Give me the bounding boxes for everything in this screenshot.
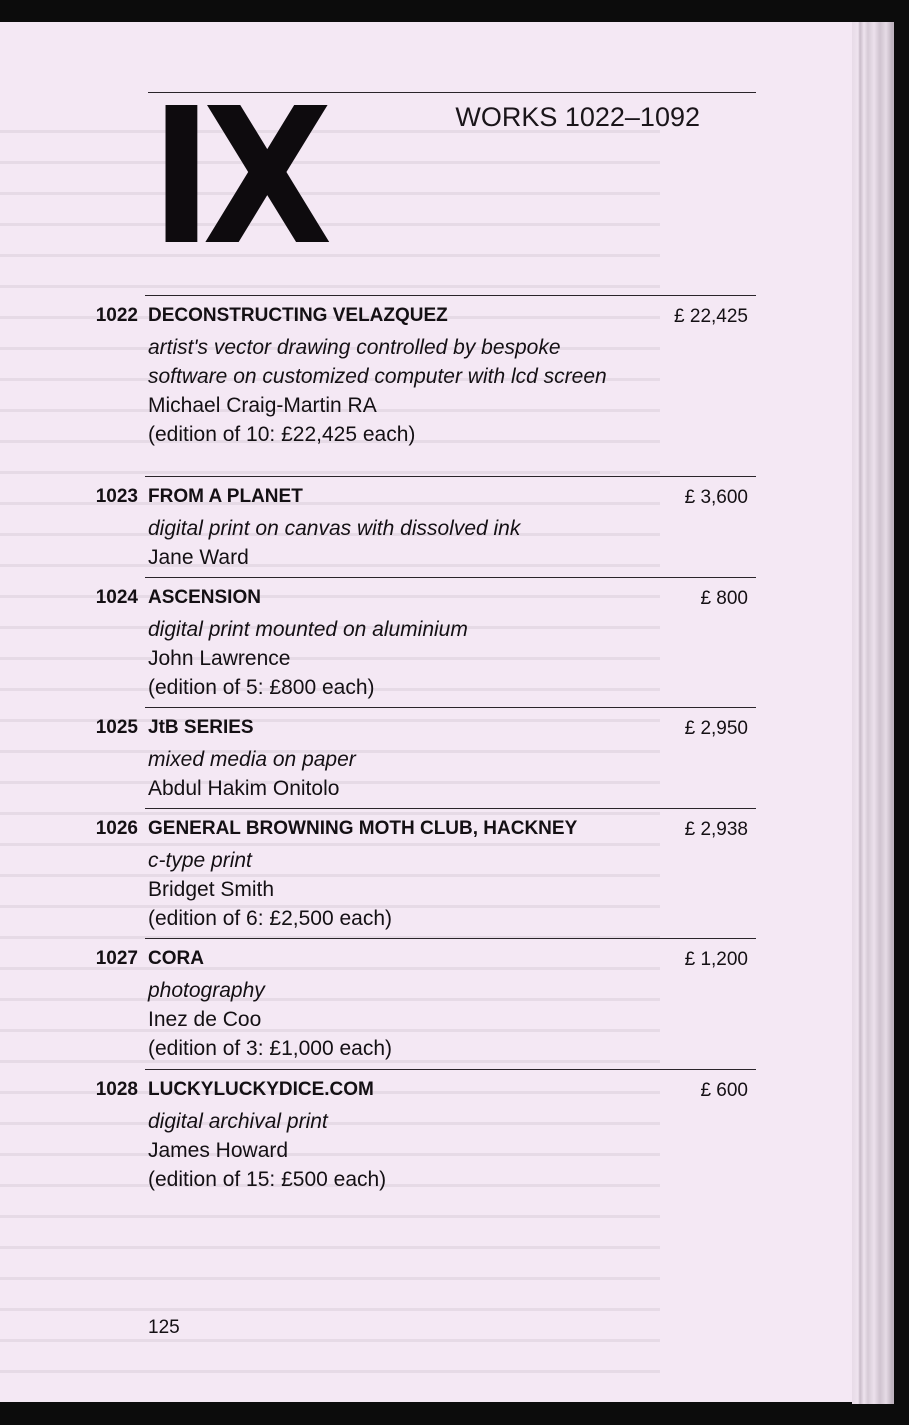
entry-divider [145,577,756,578]
work-title: GENERAL BROWNING MOTH CLUB, HACKNEY [148,818,578,839]
work-medium: c-type print [148,849,252,872]
work-price: £ 1,200 [684,949,748,970]
work-price: £ 800 [700,588,748,609]
work-artist: Jane Ward [148,546,249,569]
work-edition: (edition of 5: £800 each) [148,676,375,699]
entry-divider [145,295,756,296]
entry-divider [145,476,756,477]
entry-divider [145,707,756,708]
work-title: CORA [148,948,204,969]
work-price: £ 3,600 [684,487,748,508]
work-artist: John Lawrence [148,647,291,670]
work-edition: (edition of 15: £500 each) [148,1168,387,1191]
work-number: 1023 [95,486,138,507]
work-medium: photography [148,979,265,1002]
entry-divider [145,938,756,939]
work-edition: (edition of 3: £1,000 each) [148,1037,393,1060]
work-artist: Michael Craig-Martin RA [148,394,377,417]
work-title: ASCENSION [148,587,261,608]
book-page-edges [852,22,894,1404]
work-edition: (edition of 6: £2,500 each) [148,907,393,930]
work-medium: digital print on canvas with dissolved ink [148,517,521,540]
entry-divider [145,808,756,809]
work-price: £ 2,938 [684,819,748,840]
work-number: 1024 [95,587,138,608]
work-medium-continued: software on customized computer with lcd screen [148,365,607,388]
work-number: 1028 [95,1079,138,1100]
work-title: FROM A PLANET [148,486,303,507]
work-medium: mixed media on paper [148,748,356,771]
work-artist: James Howard [148,1139,289,1162]
work-medium: digital print mounted on aluminium [148,618,468,641]
work-artist: Abdul Hakim Onitolo [148,777,340,800]
work-artist: Inez de Coo [148,1008,262,1031]
work-medium: digital archival print [148,1110,328,1133]
work-number: 1022 [95,305,138,326]
work-artist: Bridget Smith [148,878,275,901]
work-title: JtB SERIES [148,717,254,738]
work-title: DECONSTRUCTING VELAZQUEZ [148,305,448,326]
work-number: 1025 [95,717,138,738]
work-number: 1026 [95,818,138,839]
work-edition: (edition of 10: £22,425 each) [148,423,416,446]
section-title: WORKS 1022–1092 [455,102,700,132]
page-number: 125 [148,1317,180,1338]
work-price: £ 2,950 [684,718,748,739]
work-medium: artist's vector drawing controlled by bespoke [148,336,561,359]
work-title: LUCKYLUCKYDICE.COM [148,1079,374,1100]
work-price: £ 22,425 [674,306,748,327]
catalogue-page [0,22,852,1402]
work-price: £ 600 [700,1080,748,1101]
section-numeral: IX [150,68,322,287]
work-number: 1027 [95,948,138,969]
entry-divider [145,1069,756,1070]
